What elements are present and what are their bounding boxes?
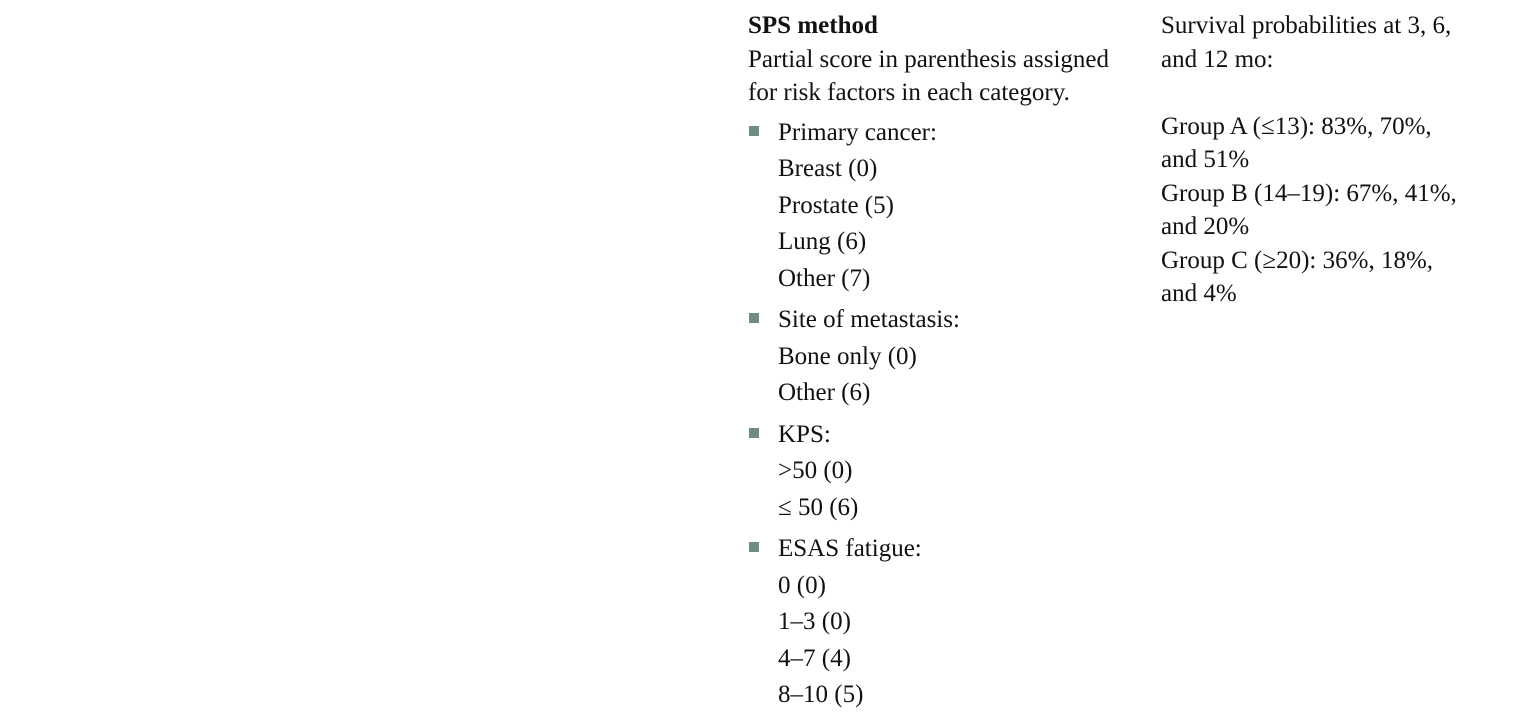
category-site-of-metastasis (748, 302, 1153, 412)
survival-intro-line-2: and 12 mo: (1161, 45, 1274, 73)
option-item: Bone only (0) (778, 342, 917, 370)
option-item: Other (7) (778, 264, 871, 292)
square-bullet-icon (749, 428, 759, 438)
group-b-line-2: and 20% (1161, 213, 1250, 240)
category-label: KPS: (778, 420, 831, 448)
sps-method-column (748, 9, 1153, 714)
category-label: Primary cancer: (778, 118, 937, 146)
option-item: Prostate (5) (778, 191, 894, 219)
square-bullet-icon (749, 126, 759, 136)
option-item: Other (6) (778, 379, 871, 406)
intro-line-1: Partial score in parenthesis assigned (748, 45, 1110, 73)
option-item: Breast (0) (778, 155, 878, 182)
group-b-line-1: Group B (14–19): 67%, 41%, (1161, 179, 1457, 207)
option-item: Lung (6) (778, 228, 867, 255)
spacer (1161, 76, 1501, 110)
category-primary-cancer (748, 115, 1153, 298)
option-item: 1–3 (0) (778, 608, 851, 635)
survival-intro-line-1: Survival probabilities at 3, 6, (1161, 12, 1452, 39)
survival-probabilities-column (1161, 9, 1501, 311)
group-c-line-2: and 4% (1161, 280, 1237, 307)
category-label: Site of metastasis: (778, 306, 960, 333)
option-item: 0 (0) (778, 571, 826, 599)
category-kps (748, 417, 1153, 527)
group-a-line-2: and 51% (1161, 146, 1250, 173)
intro-line-2: for risk factors in each category. (748, 79, 1070, 106)
option-item: 8–10 (5) (778, 681, 864, 708)
option-item: 4–7 (4) (778, 644, 851, 672)
option-item: >50 (0) (778, 457, 853, 484)
group-c-line-1: Group C (≥20): 36%, 18%, (1161, 246, 1434, 274)
sps-method-title: SPS method (748, 12, 878, 39)
square-bullet-icon (749, 542, 759, 552)
category-esas-fatigue (748, 531, 1153, 714)
group-a-line-1: Group A (≤13): 83%, 70%, (1161, 112, 1432, 140)
category-label: ESAS fatigue: (778, 535, 922, 562)
option-item: ≤ 50 (6) (778, 493, 859, 521)
square-bullet-icon (749, 313, 759, 323)
